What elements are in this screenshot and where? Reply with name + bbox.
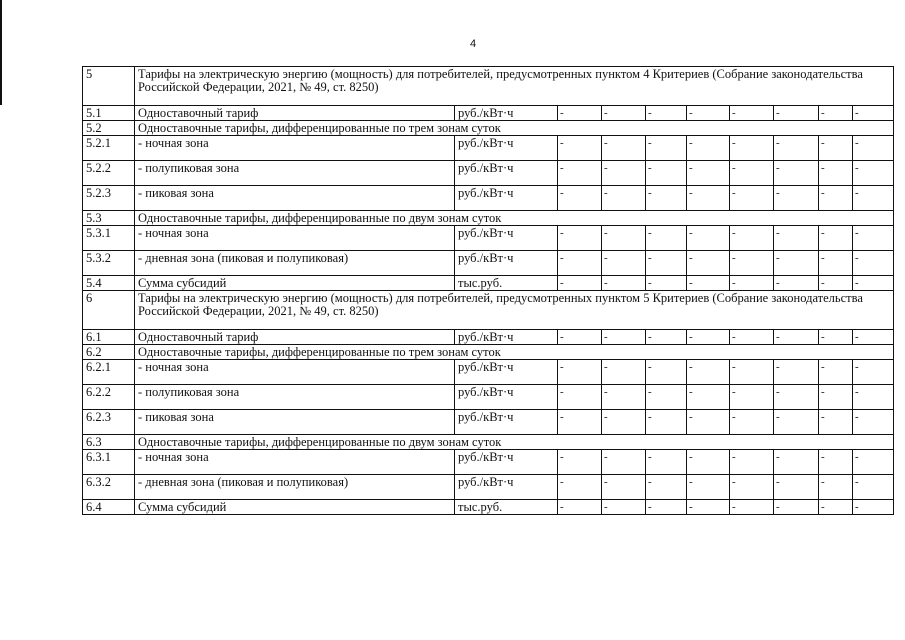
value-cell: -	[558, 450, 602, 475]
value-cell: -	[602, 475, 646, 500]
value-cell: -	[558, 186, 602, 211]
row-code: 5.2.2	[83, 161, 135, 186]
value-cell: -	[819, 106, 853, 121]
value-cell: -	[819, 410, 853, 435]
row-code: 5.3	[83, 211, 135, 226]
row-unit: руб./кВт·ч	[455, 161, 558, 186]
value-cell: -	[819, 360, 853, 385]
value-cell: -	[558, 475, 602, 500]
value-cell: -	[558, 161, 602, 186]
value-cell: -	[730, 385, 774, 410]
row-unit: руб./кВт·ч	[455, 475, 558, 500]
table-row	[83, 291, 894, 330]
value-cell: -	[853, 161, 894, 186]
value-cell: -	[853, 475, 894, 500]
value-cell: -	[687, 410, 730, 435]
value-cell: -	[558, 136, 602, 161]
table-row	[83, 475, 894, 500]
row-code: 6.2	[83, 345, 135, 360]
value-cell: -	[774, 186, 819, 211]
value-cell: -	[853, 251, 894, 276]
row-code: 5.3.2	[83, 251, 135, 276]
value-cell: -	[687, 251, 730, 276]
value-cell: -	[602, 161, 646, 186]
table-row	[83, 106, 894, 121]
value-cell: -	[558, 276, 602, 291]
table-row	[83, 410, 894, 435]
value-cell: -	[558, 500, 602, 515]
value-cell: -	[602, 385, 646, 410]
value-cell: -	[730, 360, 774, 385]
table-row	[83, 360, 894, 385]
table-row	[83, 500, 894, 515]
value-cell: -	[774, 450, 819, 475]
group-title: Одноставочные тарифы, дифференцированные по трем зонам суток	[135, 121, 894, 136]
table-row	[83, 211, 894, 226]
value-cell: -	[819, 450, 853, 475]
row-code: 5.2.1	[83, 136, 135, 161]
row-code: 6.1	[83, 330, 135, 345]
value-cell: -	[687, 161, 730, 186]
value-cell: -	[774, 385, 819, 410]
row-name: Сумма субсидий	[135, 276, 455, 291]
value-cell: -	[687, 360, 730, 385]
row-code: 6.2.2	[83, 385, 135, 410]
value-cell: -	[853, 450, 894, 475]
group-title: Одноставочные тарифы, дифференцированные по двум зонам суток	[135, 435, 894, 450]
value-cell: -	[730, 410, 774, 435]
value-cell: -	[730, 186, 774, 211]
value-cell: -	[774, 136, 819, 161]
table-row	[83, 276, 894, 291]
table-row	[83, 330, 894, 345]
row-unit: руб./кВт·ч	[455, 106, 558, 121]
row-name: Одноставочный тариф	[135, 330, 455, 345]
value-cell: -	[774, 226, 819, 251]
value-cell: -	[602, 186, 646, 211]
value-cell: -	[602, 450, 646, 475]
row-unit: руб./кВт·ч	[455, 410, 558, 435]
row-name: - полупиковая зона	[135, 385, 455, 410]
value-cell: -	[646, 385, 687, 410]
value-cell: -	[774, 410, 819, 435]
value-cell: -	[646, 450, 687, 475]
table-row	[83, 450, 894, 475]
value-cell: -	[730, 450, 774, 475]
value-cell: -	[646, 161, 687, 186]
value-cell: -	[774, 475, 819, 500]
row-unit: руб./кВт·ч	[455, 226, 558, 251]
page-number: 4	[470, 38, 477, 50]
value-cell: -	[687, 475, 730, 500]
row-unit: тыс.руб.	[455, 500, 558, 515]
row-code: 6.4	[83, 500, 135, 515]
row-code: 5.2	[83, 121, 135, 136]
value-cell: -	[853, 410, 894, 435]
value-cell: -	[853, 276, 894, 291]
value-cell: -	[853, 136, 894, 161]
row-unit: руб./кВт·ч	[455, 450, 558, 475]
value-cell: -	[646, 410, 687, 435]
value-cell: -	[730, 330, 774, 345]
value-cell: -	[819, 330, 853, 345]
row-code: 5.3.1	[83, 226, 135, 251]
value-cell: -	[774, 161, 819, 186]
value-cell: -	[774, 276, 819, 291]
row-code: 5.4	[83, 276, 135, 291]
row-name: - дневная зона (пиковая и полупиковая)	[135, 475, 455, 500]
table-row	[83, 226, 894, 251]
value-cell: -	[730, 161, 774, 186]
value-cell: -	[853, 330, 894, 345]
value-cell: -	[558, 385, 602, 410]
value-cell: -	[558, 360, 602, 385]
row-name: Одноставочный тариф	[135, 106, 455, 121]
row-unit: тыс.руб.	[455, 276, 558, 291]
section-title: Тарифы на электрическую энергию (мощность) для потребителей, предусмотренных пунктом 5 Критериев (Собрание законодательства Российской Федерации, 2021, № 49, ст. 8250)	[135, 291, 894, 330]
value-cell: -	[687, 106, 730, 121]
value-cell: -	[687, 276, 730, 291]
value-cell: -	[687, 385, 730, 410]
value-cell: -	[558, 226, 602, 251]
table-row	[83, 161, 894, 186]
group-title: Одноставочные тарифы, дифференцированные по трем зонам суток	[135, 345, 894, 360]
value-cell: -	[730, 226, 774, 251]
value-cell: -	[602, 226, 646, 251]
row-code: 6.3.1	[83, 450, 135, 475]
row-unit: руб./кВт·ч	[455, 385, 558, 410]
row-unit: руб./кВт·ч	[455, 330, 558, 345]
value-cell: -	[646, 226, 687, 251]
value-cell: -	[687, 450, 730, 475]
value-cell: -	[646, 251, 687, 276]
row-code: 5	[83, 67, 135, 106]
value-cell: -	[819, 276, 853, 291]
value-cell: -	[853, 500, 894, 515]
value-cell: -	[730, 251, 774, 276]
value-cell: -	[819, 186, 853, 211]
scan-margin-line	[0, 0, 2, 105]
value-cell: -	[730, 500, 774, 515]
value-cell: -	[853, 186, 894, 211]
value-cell: -	[819, 251, 853, 276]
value-cell: -	[602, 276, 646, 291]
row-code: 6.3	[83, 435, 135, 450]
value-cell: -	[819, 136, 853, 161]
value-cell: -	[646, 106, 687, 121]
value-cell: -	[853, 360, 894, 385]
table-row	[83, 345, 894, 360]
value-cell: -	[687, 136, 730, 161]
tariff-table	[82, 66, 894, 515]
value-cell: -	[646, 276, 687, 291]
row-unit: руб./кВт·ч	[455, 136, 558, 161]
value-cell: -	[558, 106, 602, 121]
row-unit: руб./кВт·ч	[455, 186, 558, 211]
row-unit: руб./кВт·ч	[455, 251, 558, 276]
value-cell: -	[558, 410, 602, 435]
table-body	[83, 67, 894, 515]
value-cell: -	[646, 186, 687, 211]
row-code: 5.1	[83, 106, 135, 121]
value-cell: -	[687, 500, 730, 515]
value-cell: -	[819, 385, 853, 410]
value-cell: -	[774, 106, 819, 121]
value-cell: -	[853, 106, 894, 121]
value-cell: -	[730, 475, 774, 500]
table-row	[83, 186, 894, 211]
value-cell: -	[602, 500, 646, 515]
value-cell: -	[602, 106, 646, 121]
row-name: Сумма субсидий	[135, 500, 455, 515]
value-cell: -	[774, 360, 819, 385]
table-row	[83, 121, 894, 136]
table-row	[83, 251, 894, 276]
value-cell: -	[774, 500, 819, 515]
table-row	[83, 435, 894, 450]
value-cell: -	[774, 330, 819, 345]
row-unit: руб./кВт·ч	[455, 360, 558, 385]
value-cell: -	[602, 136, 646, 161]
row-name: - ночная зона	[135, 450, 455, 475]
group-title: Одноставочные тарифы, дифференцированные по двум зонам суток	[135, 211, 894, 226]
value-cell: -	[819, 475, 853, 500]
value-cell: -	[646, 475, 687, 500]
value-cell: -	[602, 251, 646, 276]
value-cell: -	[602, 360, 646, 385]
row-code: 6.2.3	[83, 410, 135, 435]
value-cell: -	[730, 106, 774, 121]
value-cell: -	[602, 330, 646, 345]
row-code: 6	[83, 291, 135, 330]
row-name: - ночная зона	[135, 136, 455, 161]
value-cell: -	[646, 136, 687, 161]
row-name: - ночная зона	[135, 226, 455, 251]
value-cell: -	[646, 360, 687, 385]
section-title: Тарифы на электрическую энергию (мощность) для потребителей, предусмотренных пунктом 4 Критериев (Собрание законодательства Российской Федерации, 2021, № 49, ст. 8250)	[135, 67, 894, 106]
value-cell: -	[687, 226, 730, 251]
value-cell: -	[853, 385, 894, 410]
value-cell: -	[819, 500, 853, 515]
value-cell: -	[602, 410, 646, 435]
row-name: - пиковая зона	[135, 186, 455, 211]
row-code: 6.2.1	[83, 360, 135, 385]
value-cell: -	[687, 330, 730, 345]
value-cell: -	[646, 330, 687, 345]
table-row	[83, 67, 894, 106]
value-cell: -	[819, 226, 853, 251]
row-code: 5.2.3	[83, 186, 135, 211]
value-cell: -	[730, 136, 774, 161]
row-name: - ночная зона	[135, 360, 455, 385]
value-cell: -	[558, 251, 602, 276]
value-cell: -	[687, 186, 730, 211]
value-cell: -	[558, 330, 602, 345]
table-row	[83, 385, 894, 410]
row-name: - пиковая зона	[135, 410, 455, 435]
value-cell: -	[853, 226, 894, 251]
value-cell: -	[819, 161, 853, 186]
row-name: - полупиковая зона	[135, 161, 455, 186]
value-cell: -	[774, 251, 819, 276]
value-cell: -	[730, 276, 774, 291]
row-code: 6.3.2	[83, 475, 135, 500]
table-row	[83, 136, 894, 161]
value-cell: -	[646, 500, 687, 515]
row-name: - дневная зона (пиковая и полупиковая)	[135, 251, 455, 276]
